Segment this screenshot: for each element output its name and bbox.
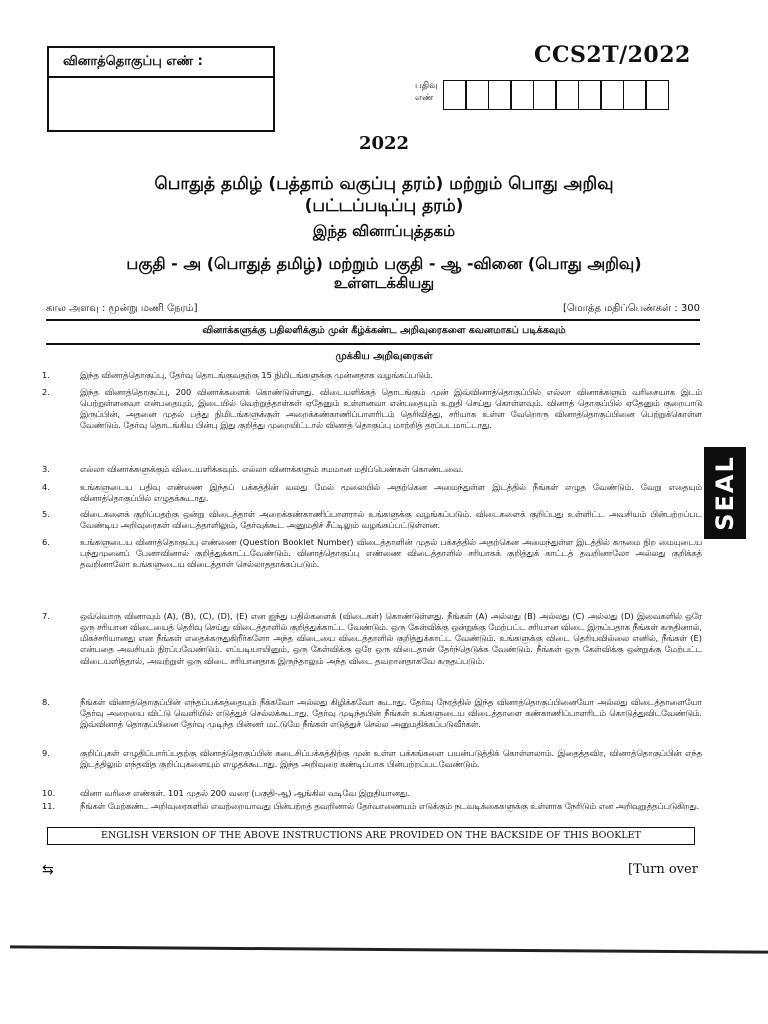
roll-digit-box[interactable]: [578, 80, 602, 110]
page-edge: [10, 945, 768, 953]
title-line-2: (பட்டப்படிப்பு தரம்): [304, 196, 464, 216]
roll-digit-box[interactable]: [443, 80, 467, 110]
instruction-text: நீங்கள் வினாத்தொகுப்பின் எந்தப்பக்கத்தையும் நீக்கவோ அல்லது கிழிக்கவோ கூடாது. தேர்வு நேரத்தில் இந்த வினாத்தொகுப்பினையோ அல்லது விடைத்தாளையோ தேர்வு அறையை விட்டு வெளியில் எடுத்துச் செல்லக்கூடாது. தேர்வு முடிந்தபின் நீங்கள் உங்களுடைய விடைத்தாளை கண்காணிப்பாளரிடம் கொடுத்துவிடவேண்டும். இவ்வினாத் தொகுப்பினை தேர்வு முடிந்த பின்னர் மட்டுமே நீங்கள் எடுத்துச் செல்ல அனுமதிக்கப்படுவீர்கள்.: [80, 697, 702, 730]
instruction-item: [42, 464, 702, 475]
instruction-item: [42, 482, 702, 504]
instruction-item: [42, 697, 702, 730]
roll-number-label: பதிவு எண்: [415, 81, 438, 103]
booklet-number-label: வினாத்தொகுப்பு எண் :: [49, 48, 273, 78]
instruction-number: 2.: [42, 387, 50, 397]
roll-digit-box[interactable]: [533, 80, 557, 110]
read-instructions-notice: வினாக்களுக்கு பதிலளிக்கும் முன் கீழ்க்கண்ட அறிவுரைகளை கவனமாகப் படிக்கவும்: [202, 325, 566, 336]
swap-arrows-icon: ⇆: [42, 862, 54, 878]
section-title: முக்கிய அறிவுரைகள்: [335, 351, 433, 362]
instruction-number: 10.: [42, 788, 56, 798]
divider: [46, 343, 700, 345]
roll-digit-box[interactable]: [555, 80, 579, 110]
instruction-number: 6.: [42, 537, 50, 547]
title-line-5: உள்ளடக்கியது: [333, 274, 435, 292]
title-line-3: இந்த வினாப்புத்தகம்: [312, 222, 456, 240]
instruction-text: விடைகளைக் குறிப்பதற்கு ஒன்று விடைத்தாள் அறைக்கண்காணிப்பாளரால் உங்களுக்கு வழங்கப்படும். விடைகளைக் குறிப்பது உள்ளிட்ட அவசியம் பின்பற்றப்பட வேண்டிய அறிவுரைகள் விடைத்தாளிலும், தேர்வுக்கூட அனுமதிச் சீட்டிலும் வழங்கப்பட்டுள்ளன.: [80, 509, 702, 531]
instruction-text: குறிப்புகள் எழுதிப்பார்ப்பதற்கு வினாத்தொகுப்பின் கடைசிப்பக்கத்திற்கு முன் உள்ள பக்கங்களை பயன்படுத்திக் கொள்ளலாம். இதைத்தவிர, வினாத்தொகுப்பின் எந்த இடத்திலும் எந்தவித குறிப்புகளையும் எழுதக்கூடாது. இந்த அறிவுரை கண்டிப்பாக பின்பற்றப்படவேண்டும்.: [80, 748, 702, 770]
instruction-text: இந்த வினாத்தொகுப்பு, 200 வினாக்களைக் கொண்டுள்ளது. விடையளிக்கத் தொடங்கும் முன் இவ்வினாத்தொகுப்பில் எல்லா வினாக்களும் வரிசையாக இடம் பெற்றுள்ளனவா என்பதையும், இடையில் வெற்றுத்தாள்கள் ஏதேனும் உள்ளனவா என்பதையும் உறுதி செய்து கொள்ளவும். வினாத் தொகுப்பில் ஏதேனும் குறைபாடு இருப்பின், அதனை முதல் பத்து நிமிடங்களுக்குள் அறைக்கண்காணிப்பாளரிடம் தெரிவித்து, சரியாக உள்ள வேறொரு வினாத்தொகுப்பினை பெற்றுக்கொள்ள வேண்டும். தேர்வு தொடங்கிய பின்பு இது குறித்து முறையிட்டால் வினாத் தொகுப்பு மாற்றித் தரப்படமாட்டாது.: [80, 387, 702, 431]
instruction-item: [42, 509, 702, 531]
instruction-item: [42, 387, 702, 432]
instruction-item: [42, 788, 702, 799]
instruction-item: [42, 611, 702, 667]
instruction-text: எல்லா வினாக்களுக்கும் விடையளிக்கவும். எல்லா வினாக்களும் சமமான மதிப்பெண்கள் கொண்டவை.: [80, 464, 464, 474]
instruction-number: 1.: [42, 370, 50, 380]
instruction-text: ஒவ்வொரு வினாவும் (A), (B), (C), (D), (E) என ஐந்து பதில்களைக் (விடைகள்) கொண்டுள்ளது. நீங்கள் (A) அல்லது (B) அல்லது (C) அல்லது (D) இவைகளில் ஒரே ஒரு சரியான விடையைத் தெரிவு செய்து விடைத்தாளில் குறித்துக்காட்ட வேண்டும். ஒரு கேள்விக்கு ஒன்றுக்கு மேற்பட்ட சரியான விடை இருப்பதாக நீங்கள் கருதினால், மிகச்சரியானது என நீங்கள் எதைக்கருதுகிறீர்களோ அந்த விடையை விடைத்தாளில் குறித்துக்காட்ட வேண்டும். உங்களுக்கு விடை தெரியவில்லை எனில், நீங்கள் (E) என்பதை அவசியம் நிரப்பவேண்டும். எப்படியாயினும், ஒரு கேள்விக்கு ஒரே ஒரு விடைதான் தேர்ந்தெடுக்க வேண்டும். நீங்கள் ஒரு கேள்விக்கு ஒன்றுக்கு மேற்பட்ட விடையளித்தால், அவற்றுள் ஒரு விடை சரியானதாக இருந்தாலும் அந்த விடை தவறானதாகவே கருதப்படும்.: [80, 611, 702, 666]
total-marks-text: [மொத்த மதிப்பெண்கள் : 300: [562, 303, 700, 314]
roll-digit-box[interactable]: [488, 80, 512, 110]
title-line-4: பகுதி - அ (பொதுத் தமிழ்) மற்றும் பகுதி - ஆ -வினை (பொது அறிவு): [126, 254, 642, 273]
roll-digit-box[interactable]: [623, 80, 647, 110]
roll-digit-box[interactable]: [600, 80, 624, 110]
instruction-text: இந்த வினாத்தொகுப்பு, தேர்வு தொடங்குவதற்கு 15 நிமிடங்களுக்கு முன்னதாக வழங்கப்படும்.: [80, 370, 433, 380]
instruction-number: 8.: [42, 697, 50, 707]
instruction-text: உங்களுடைய வினாத்தொகுப்பு எண்ணை (Question Booklet Number) விடைத்தாளின் முதல் பக்கத்தில் அதற்கென அமைந்துள்ள இடத்தில் கருமை நிற மையுடைய பந்துமுனைப் பேனாவினால் குறித்துக்காட்டவேண்டும். வினாத்தொகுப்பு எண்ணை விடைத்தாளில் சரியாகக் குறித்துக் காட்டத் தவறினாலோ அல்லது குறிக்கத் தவறினாலோ உங்களுடைய விடைத்தாள் செல்லாததாக்கப்படும்.: [80, 537, 702, 570]
instruction-number: 5.: [42, 509, 50, 519]
instruction-number: 11.: [42, 801, 56, 811]
seal-label: SEAL: [711, 455, 740, 531]
instruction-item: [42, 748, 702, 770]
exam-code: CCS2T/2022: [534, 42, 691, 68]
instruction-number: 4.: [42, 482, 50, 492]
booklet-number-box[interactable]: [47, 46, 275, 132]
instruction-item: [42, 370, 702, 381]
roll-digit-box[interactable]: [510, 80, 534, 110]
instruction-number: 3.: [42, 464, 50, 474]
divider: [46, 319, 700, 321]
exam-year: 2022: [358, 133, 410, 154]
roll-number-boxes[interactable]: [444, 80, 669, 110]
instruction-number: 7.: [42, 611, 50, 621]
instruction-item: [42, 537, 702, 570]
duration-text: கால அளவு : மூன்று மணி நேரம்]: [46, 303, 198, 314]
instruction-text: வினா வரிசை எண்கள். 101 முதல் 200 வரை (பகுதி-ஆ) ஆங்கில வடிவே இறுதியானது.: [80, 788, 410, 798]
instruction-text: நீங்கள் மேற்கண்ட அறிவுரைகளில் எவற்றையாவது பின்பற்றத் தவறினால் தேர்வாணையம் எடுக்கும் நடவடிக்கைகளுக்கு உள்ளாக நேரிடும் என அறிவுறுத்தப்படுகிறது.: [80, 801, 700, 811]
instruction-item: [42, 801, 702, 812]
turn-over-text: [Turn over: [628, 862, 698, 877]
roll-digit-box[interactable]: [645, 80, 669, 110]
roll-digit-box[interactable]: [465, 80, 489, 110]
english-version-notice: ENGLISH VERSION OF THE ABOVE INSTRUCTIONS ARE PROVIDED ON THE BACKSIDE OF THIS BOOKLET: [47, 827, 695, 845]
title-line-1: பொதுத் தமிழ் (பத்தாம் வகுப்பு தரம்) மற்றும் பொது அறிவு: [154, 174, 614, 194]
instruction-text: உங்களுடைய பதிவு எண்ணை இந்தப் பக்கத்தின் வலது மேல் மூலையில் அதற்கென அமைந்துள்ள இடத்தில் நீங்கள் எழுத வேண்டும். வேறு எதையும் வினாத்தொகுப்பில் எழுதக்கூடாது.: [80, 482, 702, 504]
seal-tab: [704, 447, 746, 539]
instruction-number: 9.: [42, 748, 50, 758]
